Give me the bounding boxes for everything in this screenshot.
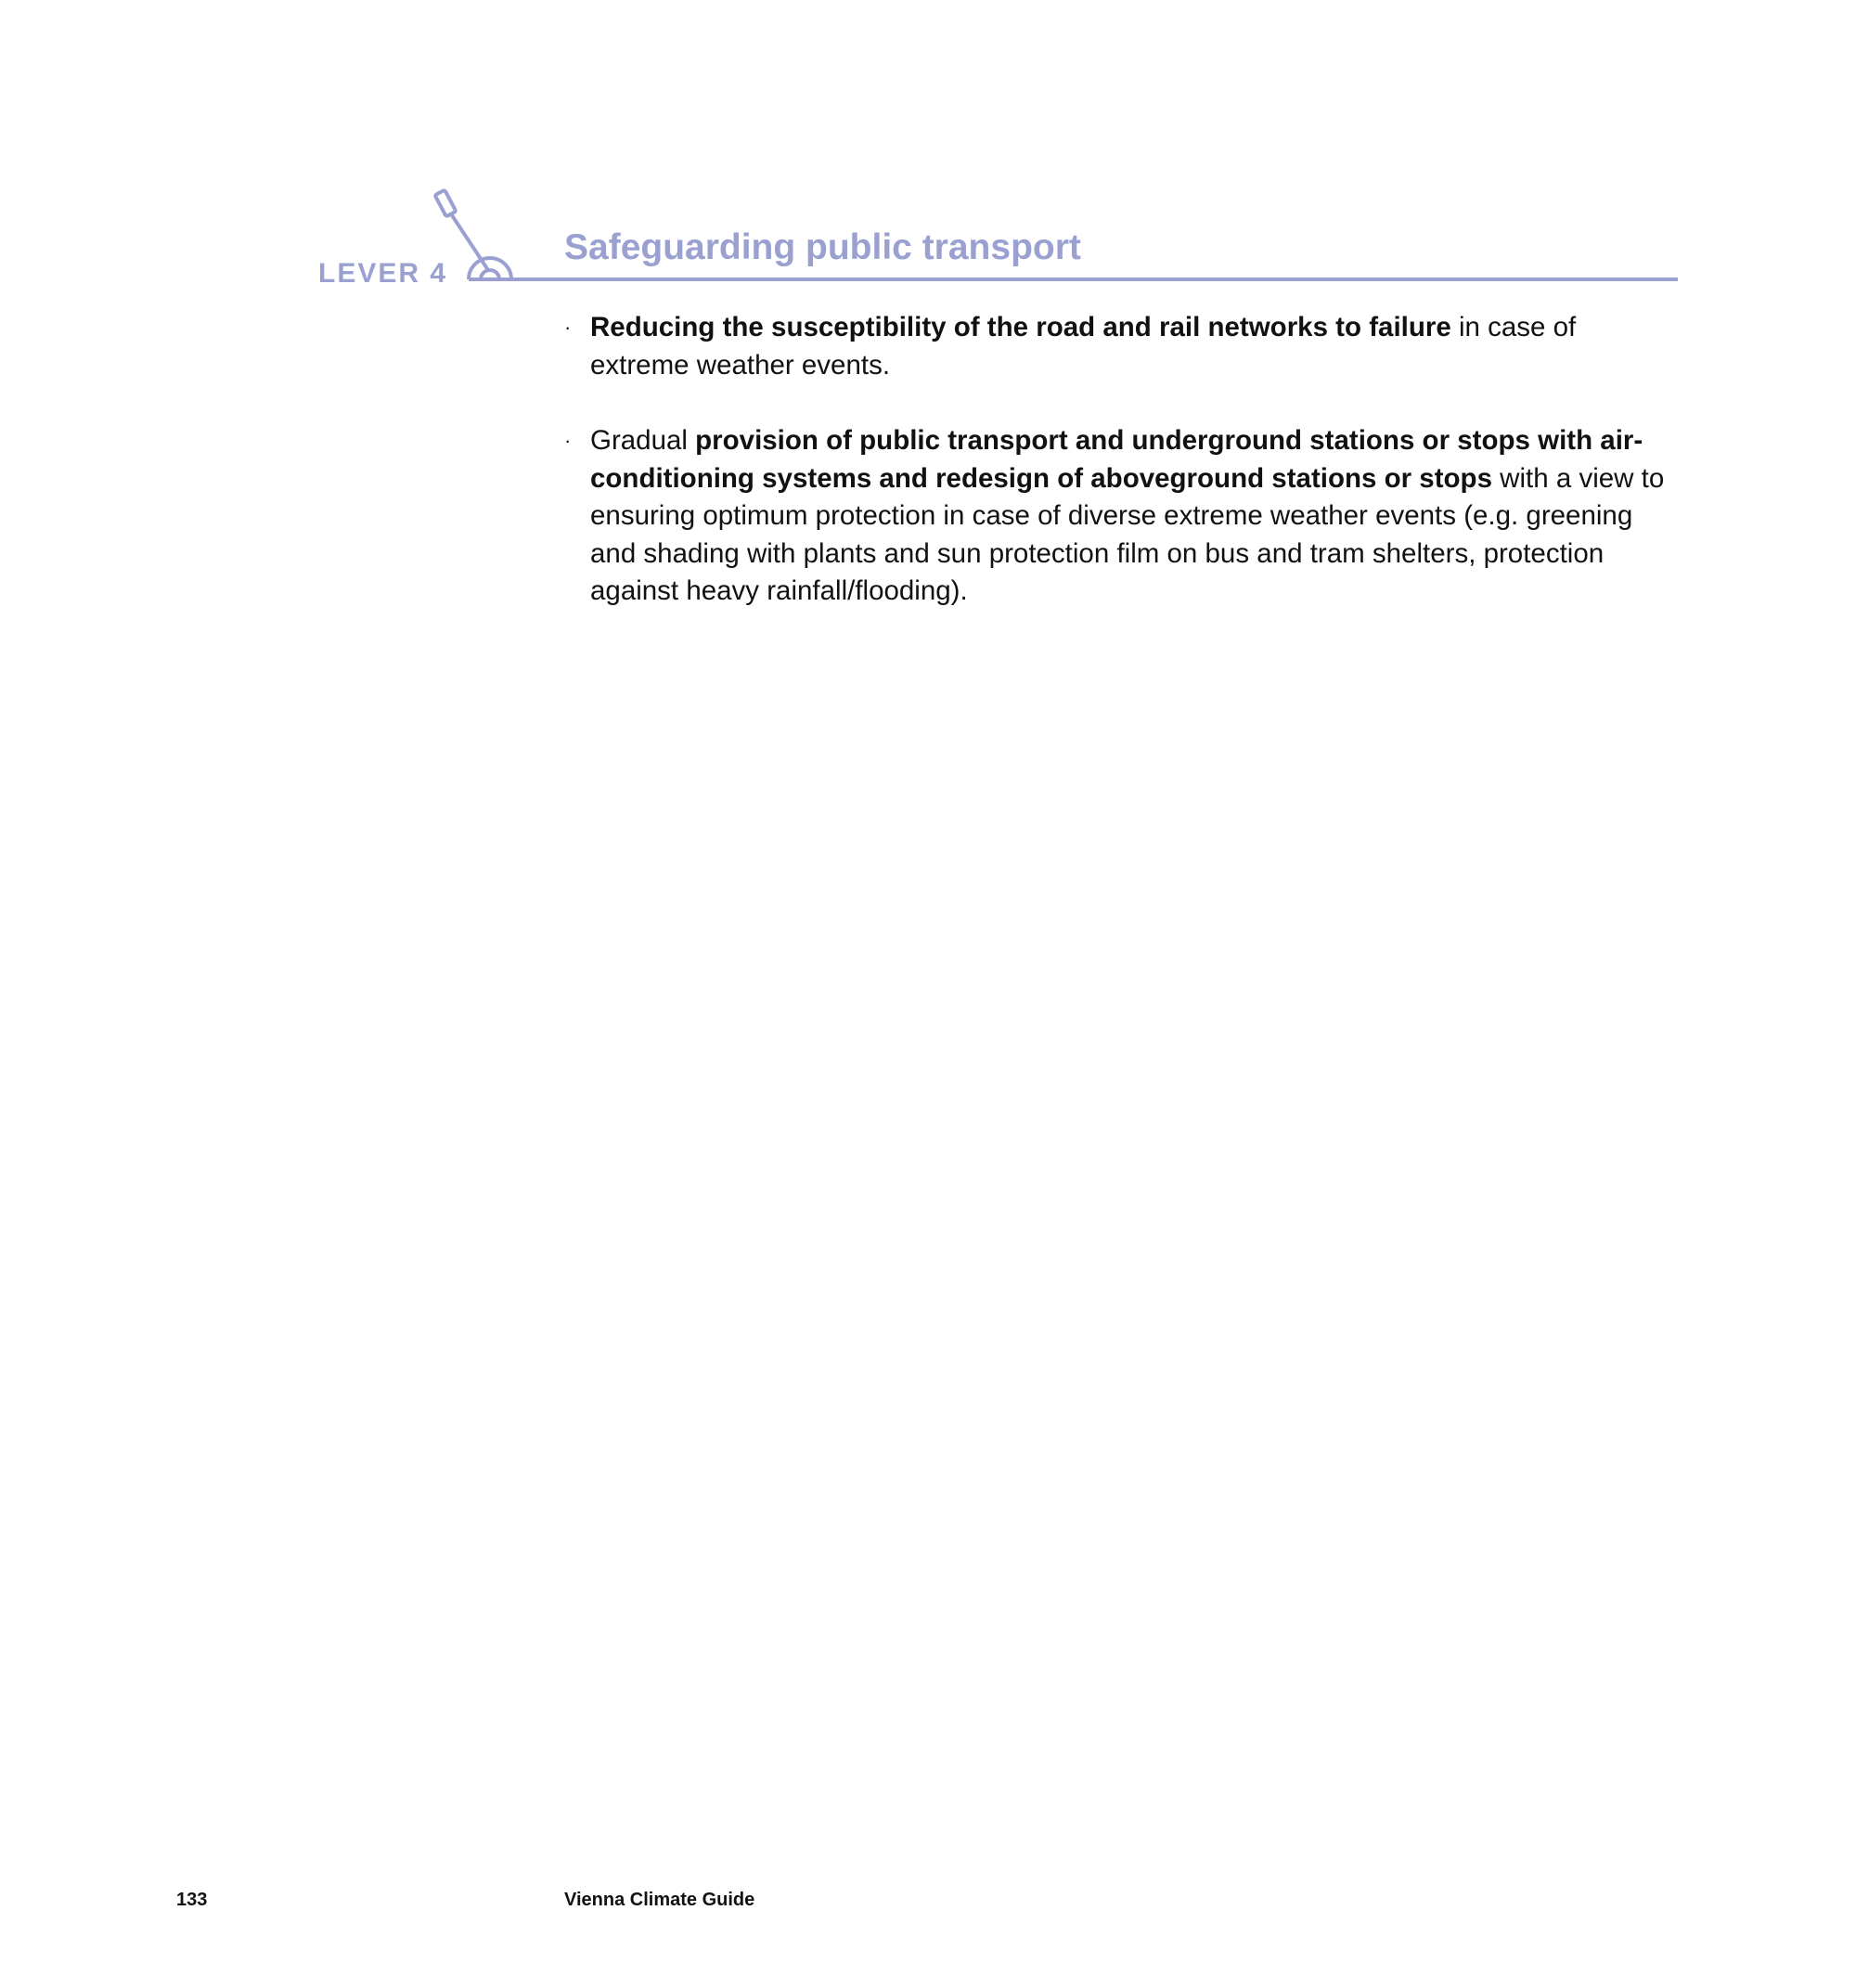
header-divider [469, 278, 1678, 281]
footer-title: Vienna Climate Guide [564, 1890, 755, 1910]
measure-list [564, 309, 1678, 649]
bullet-bold-text: provision of public transport and underground stations or stops with air-conditioning systems and redesign of aboveground stations or stops [590, 425, 1643, 494]
bullet-text: with a view to ensuring optimum protection in case of diverse extreme weather events (e.g. greening and shading with plants and sun protection film on bus and tram shelters, protection against heavy rainfall/flooding). [590, 462, 1665, 606]
list-item [564, 309, 1678, 384]
bullet-bold-text: Reducing the susceptibility of the road and rail networks to failure [590, 312, 1451, 342]
list-item [564, 422, 1678, 611]
bullet-lead-text: Gradual [590, 425, 696, 456]
bullet-text: in case of extreme weather events. [590, 312, 1577, 381]
lever-label: LEVER 4 [318, 258, 448, 289]
bullet-dot: · [564, 316, 572, 339]
bullet-dot: · [564, 429, 572, 452]
lever-icon [422, 186, 524, 288]
page-number: 133 [176, 1890, 208, 1910]
section-title: Safeguarding public transport [564, 227, 1081, 267]
